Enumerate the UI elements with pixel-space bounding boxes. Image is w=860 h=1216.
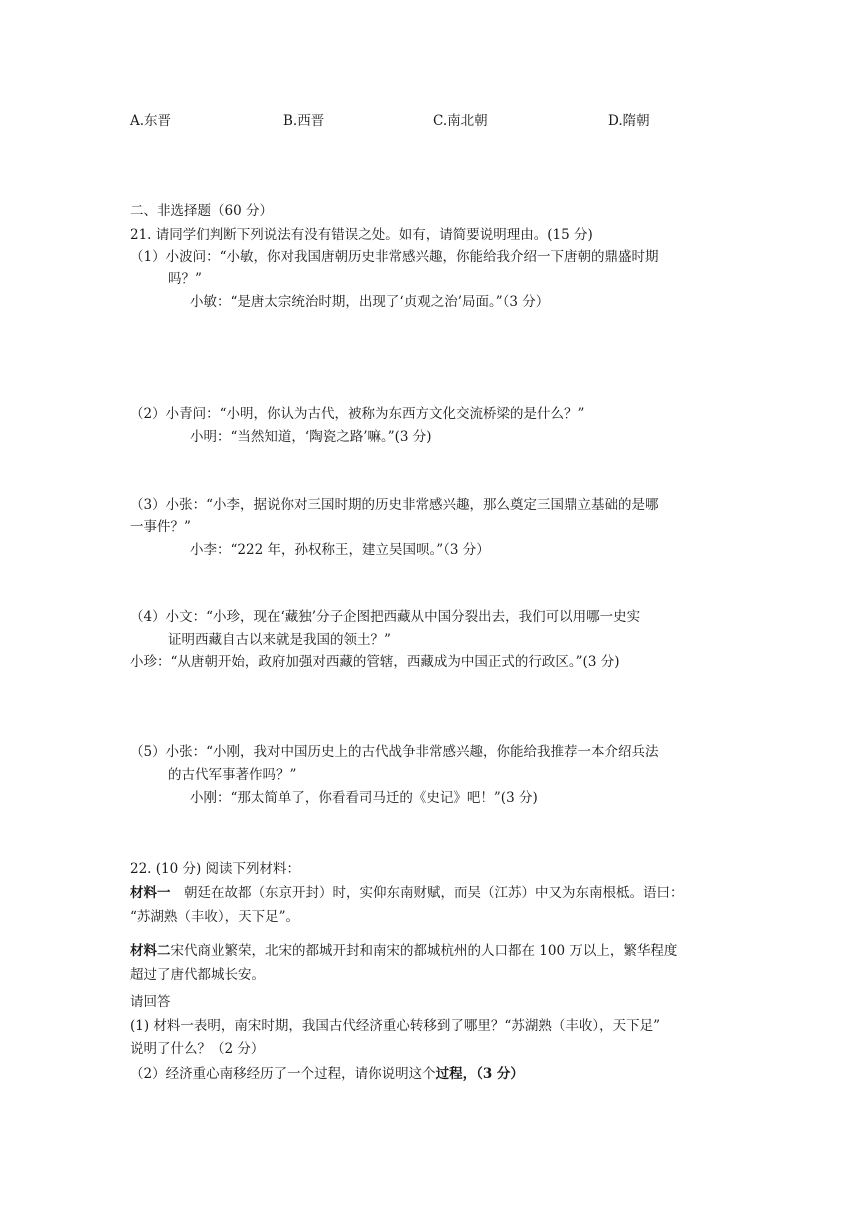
material-1-text: 朝廷在故都（东京开封）时，实仰东南财赋，而吴（江苏）中又为东南根柢。语曰： bbox=[170, 885, 684, 901]
q21-s4-answer: 小珍：“从唐朝开始，政府加强对西藏的管辖，西藏成为中国正式的行政区。”(3 分) bbox=[130, 654, 620, 670]
q22-material-2 bbox=[130, 942, 677, 960]
q21-s5-answer: 小刚：“那太简单了，你看看司马迁的《史记》吧！”(3 分) bbox=[190, 790, 538, 806]
q22-sub2-text: （2）经济重心南移经历了一个过程，请你说明这个 bbox=[130, 1066, 436, 1082]
option-d: D.隋朝 bbox=[608, 113, 650, 129]
option-b: B.西晋 bbox=[283, 113, 325, 129]
q21-s1-line1: （1）小波问：“小敏，你对我国唐朝历史非常感兴趣，你能给我介绍一下唐朝的鼎盛时期 bbox=[130, 249, 659, 265]
q22-please-answer: 请回答 bbox=[130, 994, 171, 1010]
q21-s2-line1: （2）小青问：“小明，你认为古代，被称为东西方文化交流桥梁的是什么？” bbox=[130, 406, 585, 422]
material-2-text: 宋代商业繁荣，北宋的都城开封和南宋的都城杭州的人口都在 100 万以上，繁华程度 bbox=[170, 943, 678, 959]
q21-s1-line2: 吗？” bbox=[168, 271, 202, 287]
option-c: C.南北朝 bbox=[433, 113, 488, 129]
q22-material-1-line2: “苏湖熟（丰收），天下足”。 bbox=[130, 909, 300, 925]
q21-s3-answer: 小李：“222 年，孙权称王，建立吴国呗。”（3 分） bbox=[190, 542, 490, 558]
q22-sub1-line2: 说明了什么？（2 分） bbox=[130, 1041, 265, 1057]
q22-material-2-line2: 超过了唐代都城长安。 bbox=[130, 967, 265, 983]
material-1-label: 材料一 bbox=[130, 885, 171, 901]
q22-prompt: 22. (10 分) 阅读下列材料： bbox=[130, 861, 301, 877]
material-2-label: 材料二 bbox=[130, 943, 171, 959]
q21-s5-line1: （5）小张：“小刚，我对中国历史上的古代战争非常感兴趣，你能给我推荐一本介绍兵法 bbox=[130, 744, 659, 760]
q21-s3-line2: 一事件？” bbox=[130, 519, 191, 535]
q22-material-1 bbox=[130, 884, 684, 902]
q22-sub2-bold: 过程，（3 分） bbox=[435, 1066, 524, 1082]
q21-prompt: 21. 请同学们判断下列说法有没有错误之处。如有，请简要说明理由。(15 分) bbox=[130, 227, 593, 243]
q21-s2-answer: 小明：“当然知道，‘陶瓷之路’嘛。”(3 分) bbox=[190, 429, 432, 445]
q21-s5-line2: 的古代军事著作吗？” bbox=[168, 767, 297, 783]
q21-s1-answer: 小敏：“是唐太宗统治时期，出现了‘贞观之治’局面。”（3 分） bbox=[190, 294, 550, 310]
q21-s4-line2: 证明西藏自古以来就是我国的领土？” bbox=[168, 632, 391, 648]
q21-s4-line1: （4）小文：“小珍，现在‘藏独’分子企图把西藏从中国分裂出去，我们可以用哪一史实 bbox=[130, 609, 641, 625]
q22-sub1-line1: (1) 材料一表明，南宋时期，我国古代经济重心转移到了哪里？“苏湖熟（丰收），天下足” bbox=[130, 1018, 660, 1034]
option-a: A.东晋 bbox=[130, 113, 172, 129]
q22-sub2 bbox=[130, 1065, 524, 1083]
q21-s3-line1: （3）小张：“小李，据说你对三国时期的历史非常感兴趣，那么奠定三国鼎立基础的是哪 bbox=[130, 497, 659, 513]
section-heading: 二、非选择题（60 分） bbox=[130, 203, 273, 219]
